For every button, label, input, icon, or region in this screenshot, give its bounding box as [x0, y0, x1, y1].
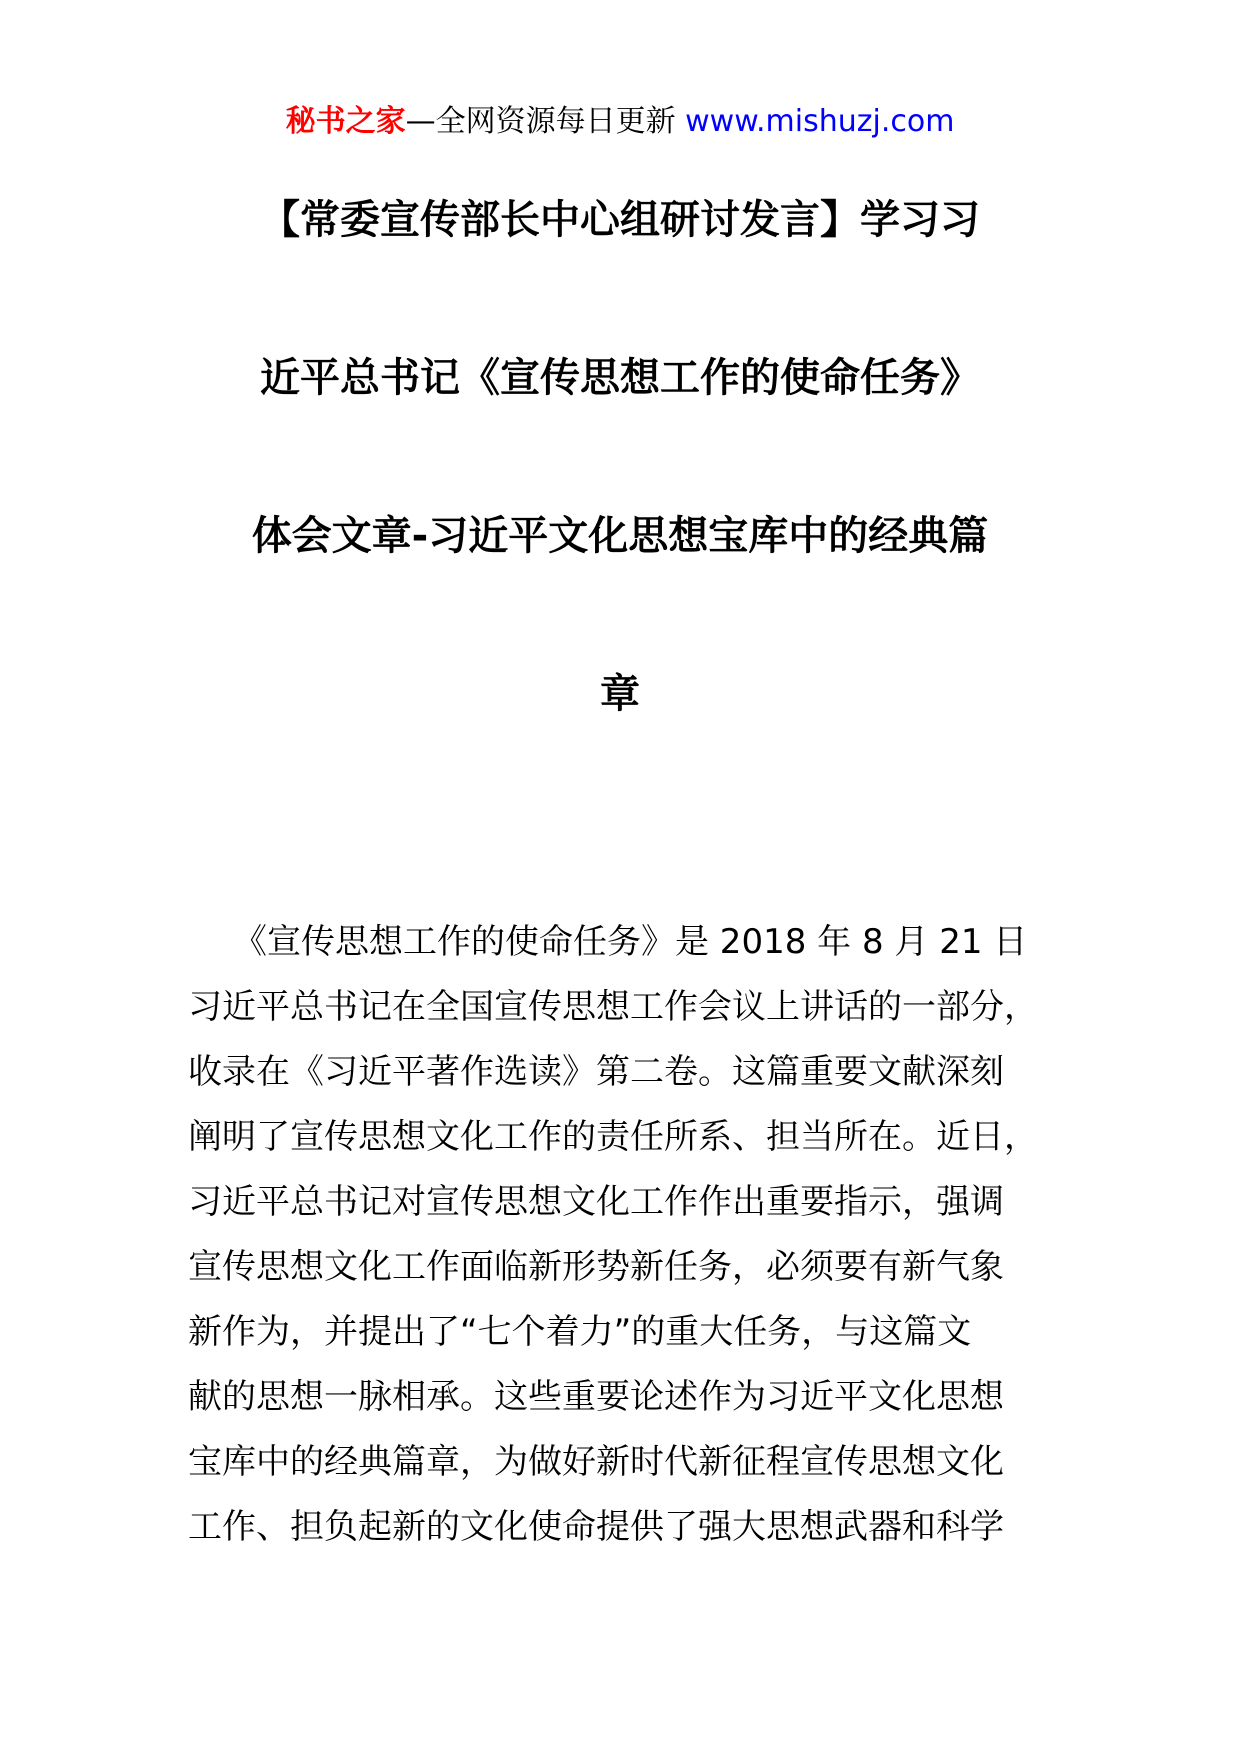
title-line: 【常委宣传部长中心组研讨发言】学习习: [260, 197, 980, 243]
paragraph-line: 宝库中的经典篇章，为做好新时代新征程宣传思想文化: [188, 1442, 1004, 1482]
site-url-link[interactable]: www.mishuzj.com: [685, 104, 955, 139]
title-line: 体会文章-习近平文化思想宝库中的经典篇: [251, 513, 989, 559]
paragraph-line: 收录在《习近平著作选读》第二卷。这篇重要文献深刻: [188, 1052, 1004, 1092]
paragraph-line: 献的思想一脉相承。这些重要论述作为习近平文化思想: [188, 1377, 1004, 1417]
paragraph-line: 新作为，并提出了“七个着力”的重大任务，与这篇文: [188, 1312, 972, 1352]
paragraph-line: 工作、担负起新的文化使命提供了强大思想武器和科学: [188, 1507, 1004, 1547]
body-paragraph: [188, 910, 1088, 1560]
paragraph-line: 习近平总书记对宣传思想文化工作作出重要指示，强调: [188, 1182, 1004, 1222]
paragraph-line: 习近平总书记在全国宣传思想工作会议上讲话的一部分，: [188, 987, 1038, 1027]
paragraph-line: 《宣传思想工作的使命任务》是 2018 年 8 月 21 日: [233, 922, 1028, 962]
paragraph-line: 宣传思想文化工作面临新形势新任务，必须要有新气象: [188, 1247, 1004, 1287]
site-header: [0, 100, 1240, 144]
paragraph-line: 阐明了宣传思想文化工作的责任所系、担当所在。近日，: [188, 1117, 1038, 1157]
site-slogan: —全网资源每日更新: [405, 104, 676, 139]
title-line: 章: [600, 671, 640, 717]
title-line: 近平总书记《宣传思想工作的使命任务》: [260, 355, 980, 401]
document-title: [130, 190, 1110, 822]
site-name: 秘书之家: [285, 104, 406, 139]
